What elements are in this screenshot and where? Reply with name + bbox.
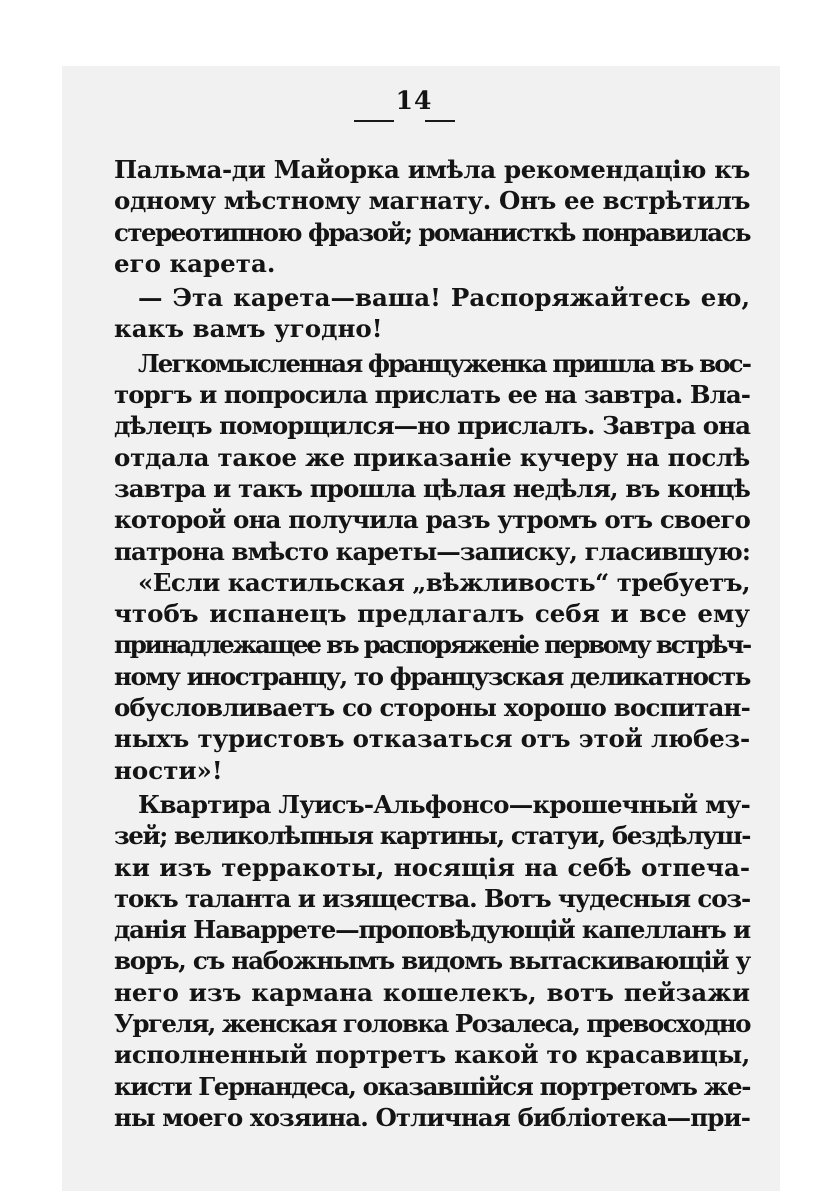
text-line: воръ, съ набожнымъ видомъ вытаскивающій у <box>114 946 750 976</box>
text-line: ности»! <box>114 755 223 785</box>
text-line: принадлежащее въ распоряженіе первому встрѣч- <box>114 630 750 660</box>
text-line: завтра и такъ прошла цѣлая недѣля, въ концѣ <box>114 473 750 503</box>
text-line: ки изъ терракоты, носящія на себѣ отпеча- <box>114 852 750 882</box>
text-line: дѣлецъ поморщился—но прислалъ. Завтра она <box>114 411 750 441</box>
text-line: него изъ кармана кошелекъ, вотъ пейзажи <box>114 977 750 1007</box>
text-line: Ургеля, женская головка Розалеса, превосходно <box>114 1009 750 1039</box>
header-rule-right <box>425 120 455 122</box>
text-line: чтобъ испанецъ предлагалъ себя и все ему <box>114 599 750 629</box>
text-line: обусловливаетъ со стороны хорошо воспитан- <box>114 693 750 723</box>
page-number: 14 <box>395 86 433 115</box>
text-line: «Если кастильская „вѣжливость“ требуетъ, <box>138 567 750 597</box>
text-line: данія Наваррете—проповѣдующій капелланъ и <box>114 915 750 945</box>
text-line: исполненный портретъ какой то красавицы, <box>114 1040 750 1070</box>
text-line: зей; великолѣпныя картины, статуи, бездѣлуш- <box>114 821 750 851</box>
text-line: кисти Гернандеса, оказавшійся портретомъ же- <box>114 1071 750 1101</box>
header-rule-left <box>354 120 394 122</box>
body-text <box>114 154 750 1133</box>
text-line: его карета. <box>114 248 276 278</box>
text-line: Легкомысленная француженка пришла въ вос- <box>138 348 750 378</box>
text-line: ному иностранцу, то французская деликатность <box>114 661 750 691</box>
text-line: отдала такое же приказаніе кучеру на послѣ <box>114 442 750 472</box>
text-line: одному мѣстному магнату. Онъ ее встрѣтилъ <box>114 186 750 216</box>
book-page <box>62 66 780 1191</box>
text-line: Квартира Луисъ-Альфонсо—крошечный му- <box>138 789 750 819</box>
page-header <box>62 86 780 115</box>
text-line: — Эта карета—ваша! Распоряжайтесь ею, <box>138 283 750 313</box>
text-line: торгъ и попросила прислать ее на завтра. Вла- <box>114 380 750 410</box>
text-line: которой она получила разъ утромъ отъ своего <box>114 505 750 535</box>
text-line: стереотипною фразой; романисткѣ понравилась <box>114 217 750 247</box>
text-line: ны моего хозяина. Отличная библіотека—при- <box>114 1102 750 1132</box>
text-line: какъ вамъ угодно! <box>114 314 383 344</box>
text-line: Пальма-ди Майорка имѣла рекомендацію къ <box>114 155 750 184</box>
text-line: патрона вмѣсто кареты—записку, гласившую: <box>114 536 750 566</box>
text-line: токъ таланта и изящества. Вотъ чудесныя соз- <box>114 883 750 913</box>
text-line: ныхъ туристовъ отказаться отъ этой любез- <box>114 724 750 754</box>
